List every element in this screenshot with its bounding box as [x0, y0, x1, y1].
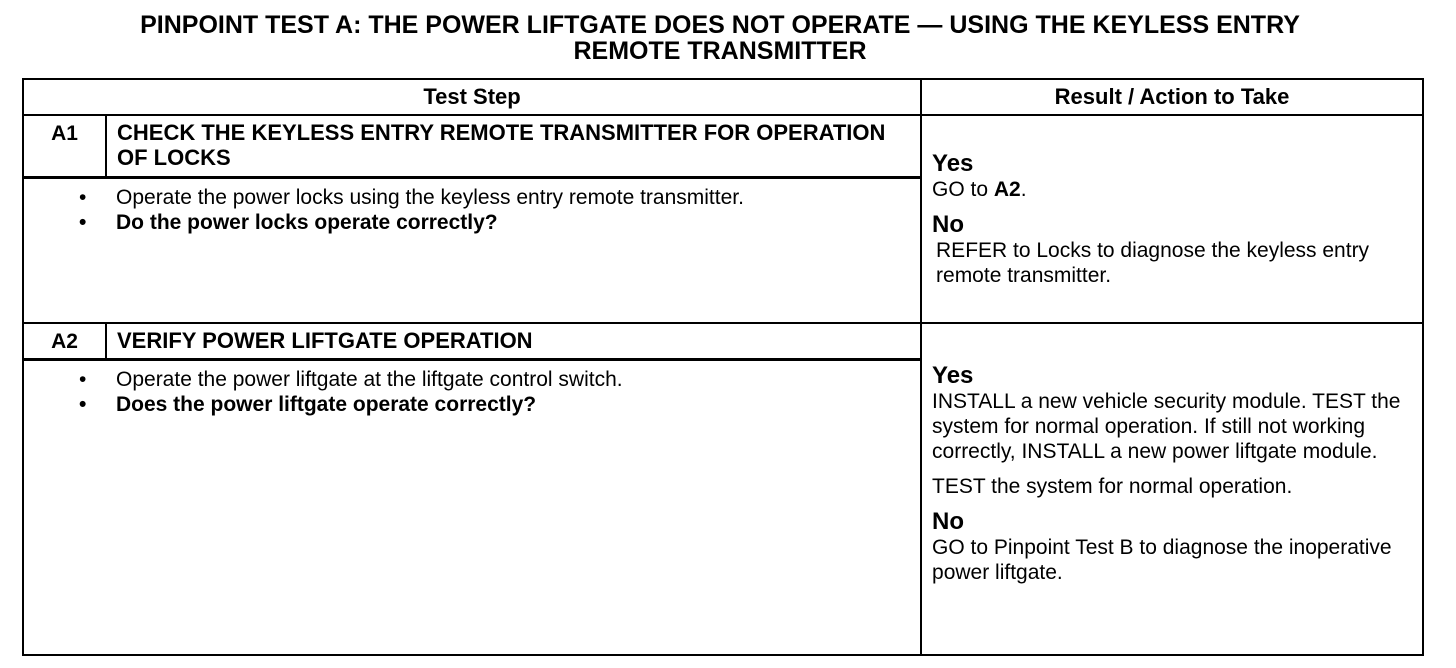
step-id-a1: A1	[23, 115, 106, 177]
result-cell-a1	[921, 115, 1423, 323]
no-label-a2: No	[932, 508, 965, 535]
no-action-a1: REFER to Locks to diagnose the keyless entry remote transmitter.	[936, 238, 1370, 287]
step-action-a1: • Operate the power locks using the keyless entry remote transmitter.	[116, 185, 920, 210]
yes-action-a1: GO to A2.	[932, 177, 1027, 201]
step-title-a1: CHECK THE KEYLESS ENTRY REMOTE TRANSMITTER FOR OPERATION OF LOCKS	[106, 115, 921, 177]
step-question-a1: • Do the power locks operate correctly?	[116, 210, 920, 235]
step-ref-link: A2	[993, 177, 1021, 201]
no-label-a1: No	[932, 210, 965, 238]
step-body-a2	[23, 359, 921, 655]
header-test-step: Test Step	[23, 79, 921, 115]
page-title	[0, 12, 1440, 64]
result-cell-a2	[921, 323, 1423, 655]
yes-label-a2: Yes	[932, 362, 974, 389]
header-result-action: Result / Action to Take	[921, 79, 1423, 115]
title-line-1: PINPOINT TEST A: THE POWER LIFTGATE DOES NOT OPERATE — USING THE KEYLESS ENTRY	[140, 11, 1300, 39]
yes-action-a2: INSTALL a new vehicle security module. TEST the system for normal operation. If still not working correctly, INSTALL a new power liftgate module.	[932, 390, 1401, 463]
yes-action-a2-test: TEST the system for normal operation.	[932, 475, 1293, 498]
title-line-2: REMOTE TRANSMITTER	[573, 37, 867, 65]
step-action-a2: • Operate the power liftgate at the liftgate control switch.	[116, 367, 920, 392]
no-action-a2: GO to Pinpoint Test B to diagnose the inoperative power liftgate.	[932, 536, 1392, 584]
step-body-a1	[23, 177, 921, 323]
step-title-a2: VERIFY POWER LIFTGATE OPERATION	[106, 323, 921, 359]
pinpoint-test-table	[22, 78, 1424, 656]
step-id-a2: A2	[23, 323, 106, 359]
step-question-a2: • Does the power liftgate operate correctly?	[116, 392, 920, 417]
yes-label-a1: Yes	[932, 149, 974, 177]
